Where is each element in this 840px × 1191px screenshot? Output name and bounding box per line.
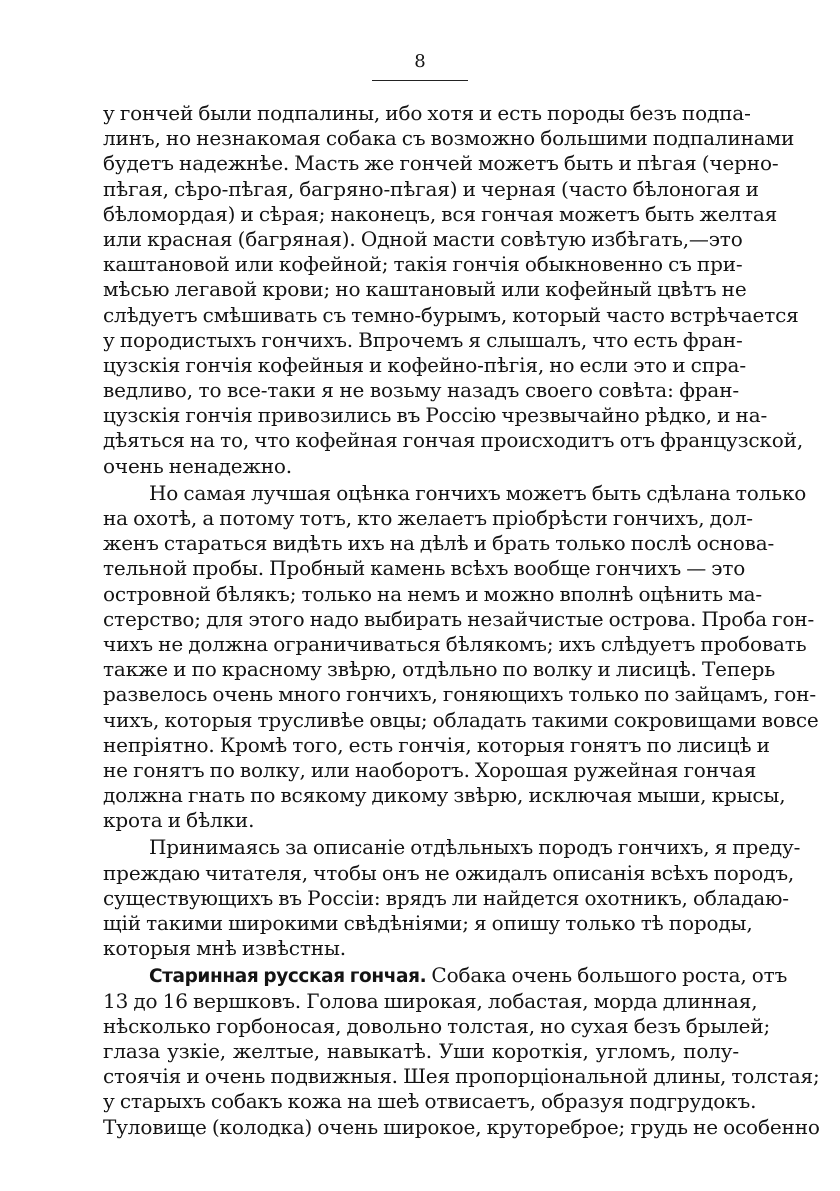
text-line: или красная (багряная). Одной масти совѣтую избѣгать,—это (103, 226, 743, 251)
text-line: мѣсью легавой крови; но каштановый или кофейный цвѣтъ не (103, 277, 747, 302)
text-line: бѣломордая) и сѣрая; наконецъ, вся гончая можетъ быть желтая (103, 201, 778, 226)
paragraph-4 (103, 963, 820, 1139)
text-line: на охотѣ, а потому тотъ, кто желаетъ пріобрѣсти гончихъ, дол- (103, 506, 753, 530)
text-line: дѣяться на то, что кофейная гончая происходитъ отъ французской, (103, 428, 804, 453)
text-line: 13 до 16 вершковъ. Голова широкая, лобастая, морда длинная, (103, 988, 758, 1013)
text-line: у породистыхъ гончихъ. Впрочемъ я слышалъ, что есть фран- (103, 327, 743, 352)
text-line: у гончей были подпалины, ибо хотя и есть породы безъ подпа- (103, 101, 751, 125)
text-line: тельной пробы. Пробный камень всѣхъ вообще гончихъ — это (103, 556, 746, 581)
heading-line-rest: Собака очень большого роста, отъ (426, 963, 788, 988)
text-line: каштановой или кофейной; такія гончія обыкновенно съ при- (103, 252, 743, 277)
text-line: слѣдуетъ смѣшивать съ темно-бурымъ, который часто встрѣчается (103, 302, 799, 327)
text-line: у старыхъ собакъ кожа на шеѣ отвисаетъ, образуя подгрудокъ. (103, 1089, 757, 1114)
text-line: линъ, но незнакомая собака съ возможно большими подпалинами (103, 126, 795, 151)
text-line: щій такими широкими свѣдѣніями; я опишу только тѣ породы, (103, 911, 753, 935)
breed-heading: Старинная русская гончая. (149, 966, 427, 988)
text-line: непріятно. Кромѣ того, есть гончія, которыя гонятъ по лисицѣ и (103, 732, 770, 757)
text-line (103, 963, 788, 988)
text-line: стерство; для этого надо выбирать незайчистые острова. Проба гон- (103, 606, 815, 631)
text-line: должна гнать по всякому дикому звѣрю, исключая мыши, крысы, (103, 783, 786, 808)
text-line: ведливо, то все-таки я не возьму назадъ своего совѣта: фран- (103, 378, 739, 403)
text-line: нѣсколько горбоносая, довольно толстая, но сухая безъ брылей; (103, 1013, 771, 1038)
text-line: пѣгая, сѣро-пѣгая, багряно-пѣгая) и черная (часто бѣлоногая и (103, 176, 759, 201)
text-line: не гонятъ по волку, или наоборотъ. Хорошая ружейная гончая (103, 757, 757, 782)
page-number: 8 (414, 51, 426, 72)
text-line: чихъ не должна ограничиваться бѣлякомъ; ихъ слѣдуетъ пробовать (103, 631, 807, 656)
paragraph-3 (103, 835, 801, 961)
text-line: развелось очень много гончихъ, гоняющихъ только по зайцамъ, гон- (103, 682, 816, 707)
text-line: существующихъ въ Россіи: врядъ ли найдется охотникъ, обладаю- (103, 885, 789, 910)
text-line: женъ стараться видѣть ихъ на дѣлѣ и брать только послѣ основа- (103, 531, 775, 556)
paragraph-2 (103, 480, 819, 834)
paragraph-1 (103, 101, 804, 479)
text-line: очень ненадежно. (103, 453, 292, 478)
text-line: будетъ надежнѣе. Масть же гончей можетъ быть и пѣгая (черно- (103, 151, 779, 176)
text-line: Принимаясь за описаніе отдѣльныхъ породъ гончихъ, я преду- (149, 835, 801, 860)
text-line: чихъ, которыя трусливѣе овцы; обладать такими сокровищами вовсе (103, 707, 819, 732)
text-line: Туловище (колодка) очень широкое, крутореброе; грудь не особенно (103, 1114, 820, 1139)
text-line: преждаю читателя, чтобы онъ не ожидалъ описанія всѣхъ породъ, (103, 860, 795, 885)
page-number-rule (372, 80, 468, 81)
text-line: цузскія гончія привозились въ Россію чрезвычайно рѣдко, и на- (103, 403, 768, 428)
text-line: стоячія и очень подвижныя. Шея пропорціональной длины, толстая; (103, 1064, 820, 1089)
text-line: островной бѣлякъ; только на немъ и можно вполнѣ оцѣнить ма- (103, 581, 763, 606)
text-line: цузскія гончія кофейныя и кофейно-пѣгія, но если это и спра- (103, 352, 746, 377)
body-text (103, 101, 820, 1140)
text-line: глаза узкіе, желтые, навыкатѣ. Уши короткія, угломъ, полу- (103, 1038, 739, 1063)
text-line: крота и бѣлки. (103, 808, 255, 833)
text-line: которыя мнѣ извѣстны. (103, 936, 346, 961)
text-line: также и по красному звѣрю, отдѣльно по волку и лисицѣ. Теперь (103, 657, 776, 682)
text-line: Но самая лучшая оцѣнка гончихъ можетъ быть сдѣлана только (149, 480, 807, 505)
